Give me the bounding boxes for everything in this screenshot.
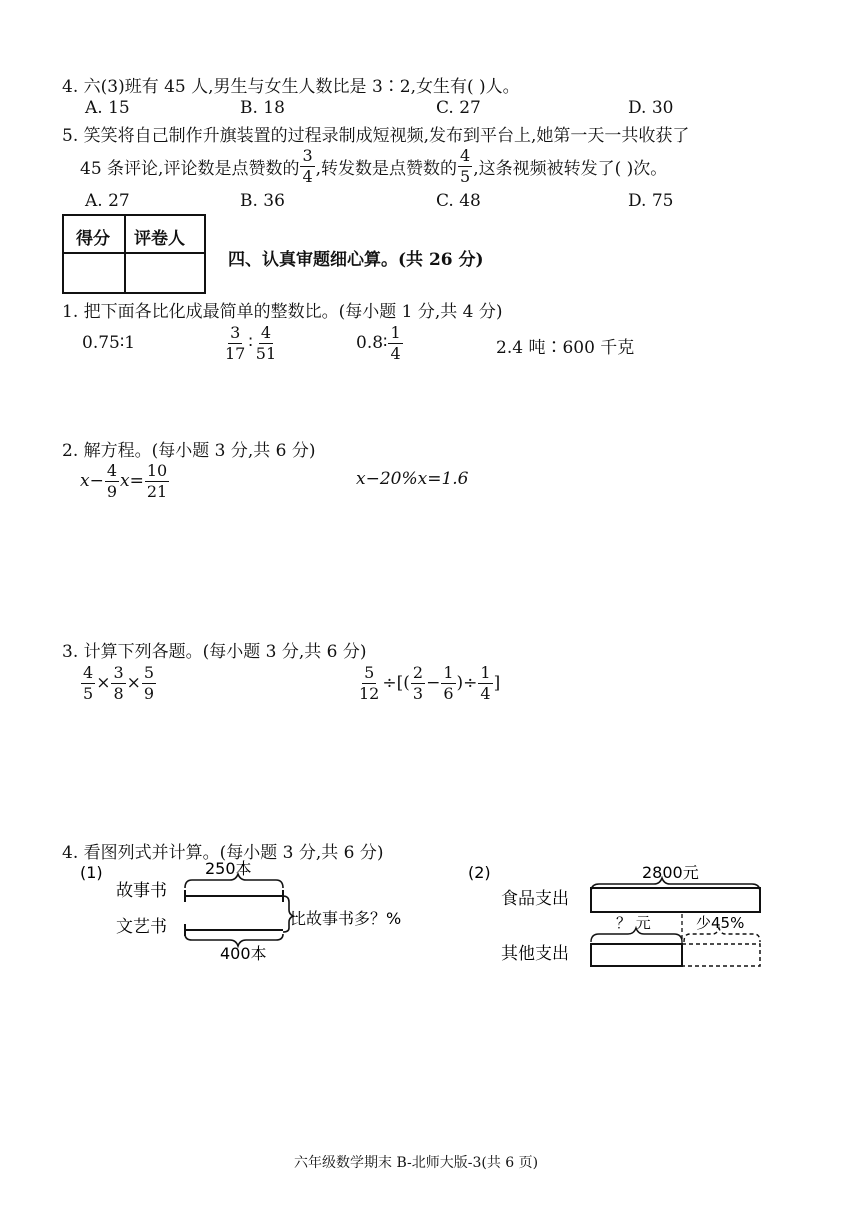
p3-e2-d1: 12 (359, 683, 380, 703)
p3-expression-2 (356, 660, 500, 706)
q5-option-d: D. 75 (628, 191, 674, 211)
p3-e2-op3: )÷ (456, 673, 478, 693)
q5-text-a: 45 条评论,评论数是点赞数的 (80, 158, 300, 179)
grader-input-box[interactable] (128, 256, 204, 292)
p1-item2-sep: ∶ (248, 333, 253, 353)
p3-e1-d1: 5 (83, 683, 94, 703)
p3-e1-n2: 3 (113, 662, 124, 682)
p3-e2-f1 (357, 662, 381, 703)
p3-e2-d4: 4 (480, 683, 491, 703)
p3-e2-d3: 6 (443, 683, 454, 703)
p3-e1-d3: 9 (143, 683, 155, 703)
p2-eq1-rhs (145, 460, 169, 501)
p3-e2-close: ] (493, 673, 501, 693)
p3-e1-f2 (111, 662, 125, 703)
score-input-box[interactable] (66, 256, 122, 292)
q5-frac1-num: 3 (302, 145, 313, 165)
p3-e2-n3: 1 (443, 662, 454, 682)
q4-option-b: B. 18 (240, 98, 285, 118)
fig2-tag: (2) (468, 863, 491, 882)
p1-item3-pre: 0.8∶ (356, 333, 388, 353)
q5-option-c: C. 48 (436, 191, 481, 211)
figure-1-diagram (80, 858, 440, 963)
p2-eq1-den: 9 (106, 481, 118, 501)
p1-item3-num: 1 (390, 322, 401, 342)
p1-item3-frac (388, 322, 402, 363)
fig1-label-art: 文艺书 (116, 917, 167, 937)
p1-item2-a-den: 17 (225, 343, 246, 363)
fig1-top-value: 250本 (205, 859, 252, 878)
p3-e2-op2: − (426, 673, 441, 693)
p3-e2-f2 (411, 662, 425, 703)
q5-text-c: ,这条视频被转发了( )次。 (473, 158, 668, 179)
fig2-other-dashed (682, 944, 760, 966)
p3-e1-d2: 8 (113, 683, 124, 703)
q4-option-c: C. 27 (436, 98, 481, 118)
q5-frac2-den: 5 (460, 166, 471, 186)
fig1-question: 比故事书多？% (290, 909, 402, 928)
q4-option-d: D. 30 (628, 98, 674, 118)
question-4-stem: 4. 六(3)班有 45 人,男生与女生人数比是 3∶2,女生有( )人。 (62, 77, 520, 97)
q5-frac2-num: 4 (460, 145, 471, 165)
p2-eq1-rden: 21 (146, 481, 168, 501)
fig2-less: 少45% (696, 914, 745, 932)
problem-4-title: 4. 看图列式并计算。(每小题 3 分,共 6 分) (62, 843, 384, 863)
score-table-divider-h (64, 252, 204, 254)
p2-equation-1 (80, 458, 170, 504)
p2-eq1-num: 4 (106, 460, 118, 480)
grader-label: 评卷人 (134, 229, 185, 249)
question-5-line1: 5. 笑笑将自己制作升旗装置的过程录制成短视频,发布到平台上,她第一天一共收获了 (62, 126, 690, 146)
p3-e2-n4: 1 (480, 662, 491, 682)
p3-e1-f3 (142, 662, 156, 703)
q5-option-b: B. 36 (240, 191, 285, 211)
p3-e2-n2: 2 (412, 662, 424, 682)
p3-e2-op1: ÷[( (382, 673, 410, 693)
fig2-other-bar (591, 944, 682, 966)
fig2-label-other: 其他支出 (501, 944, 569, 964)
p2-eq1-pre: x− (80, 471, 104, 491)
p1-item2-b-den: 51 (255, 343, 277, 363)
p3-e1-f1 (81, 662, 95, 703)
score-label: 得分 (76, 229, 110, 249)
page-footer: 六年级数学期末 B-北师大版-3(共 6 页) (294, 1155, 539, 1171)
p1-item-3 (356, 320, 404, 366)
q5-fraction-1 (300, 145, 314, 186)
fig1-bottom-value: 400本 (220, 944, 267, 963)
fig2-unknown: ？ 元 (616, 914, 651, 932)
p3-e2-f3 (441, 662, 455, 703)
p1-item2-b-num: 4 (260, 322, 272, 342)
p2-equation-2: x−20%x=1.6 (356, 469, 469, 489)
p3-e2-d2: 3 (412, 683, 424, 703)
p1-item-2 (222, 320, 279, 366)
problem-1-title: 1. 把下面各比化成最简单的整数比。(每小题 1 分,共 4 分) (62, 302, 503, 322)
q5-text-b: ,转发数是点赞数的 (315, 158, 458, 179)
p3-e1-n1: 4 (83, 662, 94, 682)
section-4-title: 四、认真审题细心算。(共 26 分) (228, 250, 484, 270)
p1-item2-a-num: 3 (230, 322, 241, 342)
figure-2-diagram (468, 858, 778, 973)
p3-e2-f4 (478, 662, 492, 703)
q4-option-a: A. 15 (85, 98, 130, 118)
p3-e1-op1: × (96, 673, 111, 693)
p2-eq1-rnum: 10 (146, 460, 168, 480)
p1-item2-frac-a (223, 322, 247, 363)
fig1-tag: (1) (80, 863, 103, 882)
p3-expression-1 (80, 660, 157, 706)
p1-item3-den: 4 (390, 343, 401, 363)
score-table (62, 214, 206, 294)
fig2-food-bar (591, 888, 760, 912)
p1-item-1: 0.75∶1 (82, 333, 136, 353)
problem-2-title: 2. 解方程。(每小题 3 分,共 6 分) (62, 441, 316, 461)
fig2-unknown-brace (591, 928, 682, 942)
q5-option-a: A. 27 (85, 191, 130, 211)
p2-eq1-frac (105, 460, 119, 501)
p2-eq1-mid: x= (120, 471, 144, 491)
fig2-label-food: 食品支出 (501, 889, 569, 909)
problem-3-title: 3. 计算下列各题。(每小题 3 分,共 6 分) (62, 642, 367, 662)
p3-e1-n3: 5 (143, 662, 155, 682)
p1-item-4: 2.4 吨∶600 千克 (496, 338, 635, 358)
p1-item2-frac-b (254, 322, 278, 363)
fig2-top-value: 2800元 (642, 863, 699, 882)
p3-e2-n1: 5 (364, 662, 375, 682)
q5-frac1-den: 4 (302, 166, 313, 186)
score-table-divider-v (124, 216, 126, 292)
p3-e1-op2: × (126, 673, 141, 693)
q5-fraction-2 (458, 145, 472, 186)
question-5-line2 (80, 144, 667, 188)
fig1-label-story: 故事书 (116, 881, 167, 901)
